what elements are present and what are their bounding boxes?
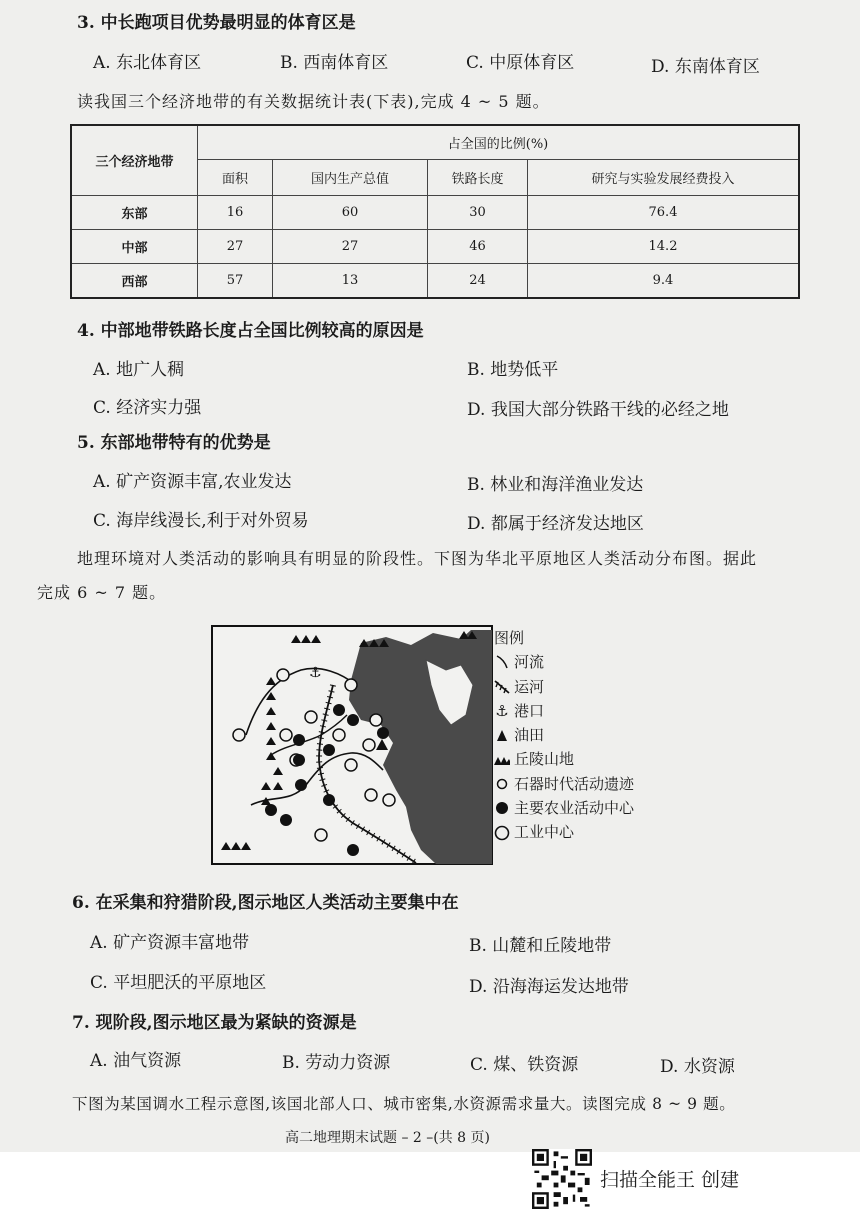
large-circle-icon	[494, 825, 510, 841]
qr-code-icon	[532, 1149, 592, 1209]
table-col-header: 面积	[198, 159, 273, 195]
q5-option-c: C. 海岸线漫长,利于对外贸易	[93, 511, 309, 531]
q3-option-d: D. 东南体育区	[651, 57, 760, 77]
table-row	[71, 229, 799, 263]
q5-option-b: B. 林业和海洋渔业发达	[467, 475, 644, 495]
table-cell: 27	[273, 229, 428, 263]
table-col-header: 国内生产总值	[273, 159, 428, 195]
table-col-header: 铁路长度	[428, 159, 528, 195]
canal-icon	[494, 679, 510, 695]
table-cell: 13	[273, 263, 428, 298]
q3-option-c: C. 中原体育区	[466, 53, 575, 73]
q7-option-b: B. 劳动力资源	[282, 1053, 391, 1073]
table-row-header: 三个经济地带	[71, 125, 198, 195]
q4-option-d: D. 我国大部分铁路干线的必经之地	[467, 400, 729, 420]
q3-stem: 3. 中长跑项目优势最明显的体育区是	[77, 13, 356, 33]
legend-label: 港口	[514, 701, 545, 720]
svg-text:⚓: ⚓	[309, 665, 322, 681]
q7-option-a: A. 油气资源	[90, 1051, 182, 1071]
table-cell: 60	[273, 195, 428, 229]
legend-label: 丘陵山地	[514, 750, 575, 769]
oilfield-icon	[494, 727, 510, 743]
q3-option-b: B. 西南体育区	[280, 53, 389, 73]
table-row-label: 西部	[71, 263, 198, 298]
page-footer: 高二地理期末试题 – 2 –(共 8 页)	[285, 1130, 490, 1146]
legend-label: 石器时代活动遗迹	[514, 774, 635, 793]
legend-label: 河流	[514, 653, 545, 672]
q6-option-b: B. 山麓和丘陵地带	[469, 936, 612, 956]
table-cell: 9.4	[528, 263, 800, 298]
table-row	[71, 263, 799, 298]
intro-4-5: 读我国三个经济地带的有关数据统计表(下表),完成 4 ~ 5 题。	[77, 92, 550, 111]
q6-option-c: C. 平坦肥沃的平原地区	[90, 973, 267, 993]
q6-option-a: A. 矿产资源丰富地带	[90, 933, 250, 953]
economic-zone-table	[70, 124, 800, 299]
legend-title: 图例	[494, 629, 525, 647]
q4-stem: 4. 中部地带铁路长度占全国比例较高的原因是	[77, 321, 424, 341]
table-col-header: 研究与实验发展经费投入	[528, 159, 800, 195]
table-cell: 27	[198, 229, 273, 263]
q6-option-d: D. 沿海海运发达地带	[469, 977, 629, 997]
table-cell: 46	[428, 229, 528, 263]
intro-8-9: 下图为某国调水工程示意图,该国北部人口、城市密集,水资源需求量大。读图完成 8 ~ 9 题。	[72, 1095, 736, 1113]
table-cell: 76.4	[528, 195, 800, 229]
q4-option-c: C. 经济实力强	[93, 398, 202, 418]
q4-option-a: A. 地广人稠	[93, 360, 185, 380]
q5-stem: 5. 东部地带特有的优势是	[77, 433, 271, 453]
table-row-label: 东部	[71, 195, 198, 229]
table-cell: 24	[428, 263, 528, 298]
table-cell: 16	[198, 195, 273, 229]
legend-label: 运河	[514, 677, 545, 696]
legend-label: 油田	[514, 726, 545, 745]
q7-option-c: C. 煤、铁资源	[470, 1055, 579, 1075]
legend-label: 工业中心	[514, 823, 575, 842]
filled-circle-icon	[494, 800, 510, 816]
legend-label: 主要农业活动中心	[514, 799, 635, 818]
map-legend	[494, 626, 634, 845]
q4-option-b: B. 地势低平	[467, 360, 559, 380]
scanner-watermark-label: 扫描全能王 创建	[600, 1169, 740, 1191]
hills-icon	[494, 752, 510, 768]
q6-stem: 6. 在采集和狩猎阶段,图示地区人类活动主要集中在	[72, 893, 459, 913]
q7-option-d: D. 水资源	[660, 1057, 735, 1077]
table-cell: 57	[198, 263, 273, 298]
river-icon	[494, 654, 510, 670]
table-cell: 14.2	[528, 229, 800, 263]
anchor-icon: ⚓	[495, 701, 509, 720]
small-circle-icon	[494, 776, 510, 792]
q5-option-a: A. 矿产资源丰富,农业发达	[93, 472, 292, 492]
intro-6-7-line1: 地理环境对人类活动的影响具有明显的阶段性。下图为华北平原地区人类活动分布图。据此	[77, 549, 758, 568]
q7-stem: 7. 现阶段,图示地区最为紧缺的资源是	[72, 1013, 357, 1033]
table-row-label: 中部	[71, 229, 198, 263]
table-group-header: 占全国的比例(%)	[198, 125, 800, 159]
table-row	[71, 195, 799, 229]
q5-option-d: D. 都属于经济发达地区	[467, 514, 644, 534]
q3-option-a: A. 东北体育区	[93, 53, 202, 73]
north-china-plain-map	[211, 625, 493, 865]
intro-6-7-line2: 完成 6 ~ 7 题。	[37, 583, 167, 602]
table-cell: 30	[428, 195, 528, 229]
